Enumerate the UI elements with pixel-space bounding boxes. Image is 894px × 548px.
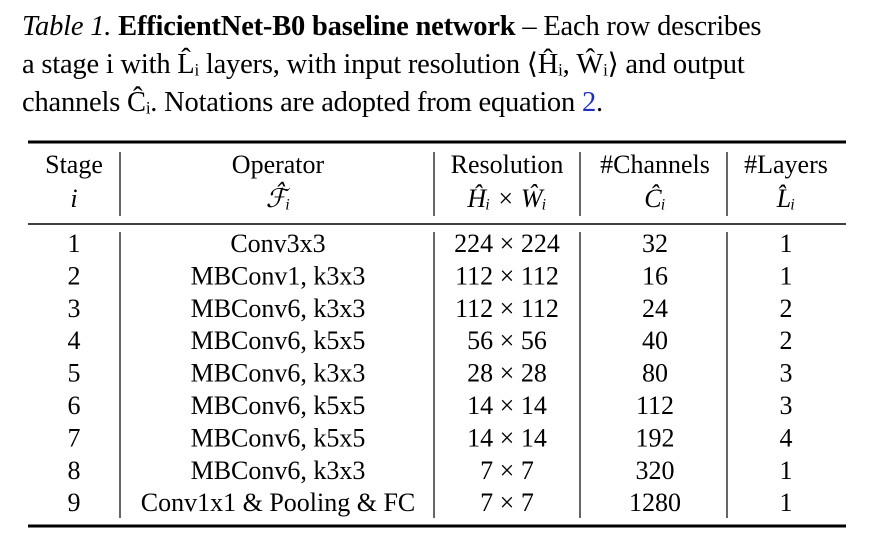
table-cell: 14 × 14 xyxy=(467,423,547,453)
table-cell: 112 × 112 xyxy=(455,293,559,323)
table-cell: 1 xyxy=(779,455,793,485)
caption-end: . xyxy=(596,87,603,118)
header-label: #Channels xyxy=(600,150,710,179)
table-cell: 80 xyxy=(642,358,668,388)
table-cell: 2 xyxy=(67,261,81,291)
caption-label: Table 1. xyxy=(22,11,112,42)
header-notation: Ĉᵢ xyxy=(644,184,666,213)
header-label: Stage xyxy=(45,150,103,179)
header-label: Resolution xyxy=(450,150,564,179)
table-cell: 2 xyxy=(779,326,793,356)
table-cell: 1 xyxy=(779,261,793,291)
table-cell: 4 xyxy=(67,326,81,356)
table-cell: 112 xyxy=(635,391,675,420)
table-cell: MBConv6, k5x5 xyxy=(190,326,366,356)
table-cell: 1 xyxy=(67,229,81,258)
table-cell: 7 × 7 xyxy=(480,455,534,485)
table-cell: 40 xyxy=(642,326,668,356)
table-cell: 56 × 56 xyxy=(467,326,547,356)
table-cell: 28 × 28 xyxy=(467,358,547,388)
table-cell: 7 × 7 xyxy=(480,488,534,518)
header-notation: ℱ̂ᵢ xyxy=(265,184,291,213)
table-cell: MBConv6, k3x3 xyxy=(190,358,366,388)
table-cell: 3 xyxy=(67,293,81,323)
table-cell: 224 × 224 xyxy=(454,229,560,258)
header-notation: Ĥᵢ × Ŵᵢ xyxy=(467,184,547,213)
table-cell: 192 xyxy=(635,423,675,453)
table-cell: 5 xyxy=(67,358,81,388)
header-label: Operator xyxy=(231,150,325,179)
table-cell: 8 xyxy=(67,455,81,485)
table-cell: 320 xyxy=(635,455,675,485)
equation-reference-link[interactable]: 2 xyxy=(581,87,597,118)
table-cell: 112 × 112 xyxy=(455,261,559,291)
header-notation: i xyxy=(70,184,78,213)
efficientnet-table xyxy=(28,142,846,526)
table-cell: 2 xyxy=(779,293,793,323)
table-cell: 14 × 14 xyxy=(467,391,547,420)
table-cell: 1 xyxy=(779,229,793,258)
table-cell: MBConv6, k5x5 xyxy=(190,391,366,420)
table-cell: Conv3x3 xyxy=(230,229,326,258)
table-cell: 24 xyxy=(642,293,668,323)
table-cell: 16 xyxy=(642,261,668,291)
table-cell: 3 xyxy=(779,358,793,388)
table-cell: 6 xyxy=(67,391,81,420)
table-cell: 4 xyxy=(779,423,793,453)
header-notation: L̂ᵢ xyxy=(776,184,796,213)
table-cell: Conv1x1 & Pooling & FC xyxy=(140,488,416,518)
table-cell: 1280 xyxy=(629,488,681,518)
table-cell: 1 xyxy=(779,488,793,518)
table-cell: MBConv6, k5x5 xyxy=(190,423,366,453)
header-label: #Layers xyxy=(744,150,828,179)
table-cell: 7 xyxy=(67,423,81,453)
table-cell: MBConv6, k3x3 xyxy=(190,455,366,485)
table-cell: 9 xyxy=(67,488,81,518)
table-cell: MBConv6, k3x3 xyxy=(190,293,366,323)
table-cell: 3 xyxy=(779,391,793,420)
table-cell: 32 xyxy=(642,229,668,258)
caption-text: – Each row describes a stage i with L̂ᵢ layers, with input resolution ⟨Ĥᵢ, Ŵᵢ⟩ and output channels Ĉᵢ. Notations are adopted from equation xyxy=(22,11,762,118)
table-cell: MBConv1, k3x3 xyxy=(190,261,366,291)
caption-title: EfficientNet-B0 baseline network xyxy=(118,11,516,42)
